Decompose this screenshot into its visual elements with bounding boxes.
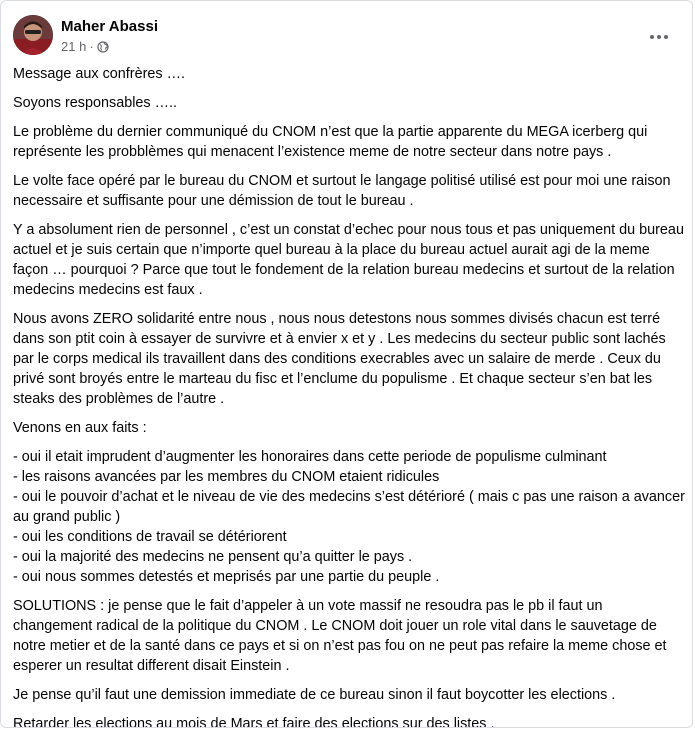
author-name[interactable]: Maher Abassi: [61, 18, 158, 35]
post-time[interactable]: 21 h: [61, 39, 87, 54]
list-item: - oui nous sommes detestés et meprisés par une partie du peuple .: [13, 569, 440, 585]
paragraph-facts-intro: Venons en aux faits :: [13, 420, 147, 436]
paragraph-personal: Y a absolument rien de personnel , c’est un constat d’echec pour nous tous et pas uniquement du bureau actuel et je suis certain que n’importe quel bureau à la place du bureau actuel aurait agi de la meme façon … pourquoi ? Parce que tout le fondement de la relation bureau medecins et surtout de la relation medecins medecins est faux .: [13, 222, 684, 298]
avatar-image: [13, 15, 53, 55]
paragraph-delay: Retarder les elections au mois de Mars et faire des elections sur des listes .: [13, 716, 495, 728]
paragraph-resignation: Je pense qu’il faut une demission immediate de ce bureau sinon il faut boycotter les elections .: [13, 687, 616, 703]
paragraph-solutions: SOLUTIONS : je pense que le fait d’appeler à un vote massif ne resoudra pas le pb il faut un changement radical de la politique du CNOM . Le CNOM doit jouer un role vital dans le sauvetage de notre metier et de la santé dans ce pays et si on n’est pas fou on ne peut pas refaire la meme chose et esperer un resultat different disait Einstein .: [13, 598, 667, 674]
meta-separator: ·: [89, 39, 94, 54]
list-item: - oui le pouvoir d’achat et le niveau de vie des medecins s’est détérioré ( mais c pas une raison a avancer au grand public ): [13, 489, 685, 525]
paragraph-solidarity: Nous avons ZERO solidarité entre nous , nous nous detestons nous sommes divisés chacun est terré dans son ptit coin à essayer de survivre et à envier x et y . Les medecins du secteur public sont lachés par le corps medical ils travaillent dans des conditions execrables avec un salaire de merde . Ceux du privé sont broyés entre le marteau du fisc et l’enclume du populisme . Et chaque secteur s’en bat les steaks des problèmes de l’autre .: [13, 311, 666, 407]
paragraph-problem: Le problème du dernier communiqué du CNOM n’est que la partie apparente du MEGA icerberg qui représente les probblèmes qui menacent l’existence meme de notre secteur dans notre pays .: [13, 124, 648, 160]
post-options-button[interactable]: [643, 21, 675, 53]
list-item: - oui la majorité des medecins ne pensent qu’a quitter le pays .: [13, 549, 413, 565]
avatar[interactable]: [13, 15, 53, 55]
globe-icon: [97, 41, 109, 53]
list-item: - oui les conditions de travail se détériorent: [13, 529, 287, 545]
list-item: - les raisons avancées par les membres du CNOM etaient ridicules: [13, 469, 440, 485]
paragraph-greeting: Message aux confrères ….: [13, 66, 185, 82]
post-meta: [61, 39, 109, 54]
paragraph-call: Soyons responsables …..: [13, 95, 177, 111]
list-item: - oui il etait imprudent d’augmenter les honoraires dans cette periode de populisme culminant: [13, 449, 607, 465]
post-body: [13, 64, 685, 728]
facts-list: [13, 447, 685, 587]
more-horizontal-icon: [649, 34, 669, 40]
post-header: [13, 15, 683, 59]
paragraph-volte-face: Le volte face opéré par le bureau du CNOM et surtout le langage politisé utilisé est pour moi une raison necessaire et suffisante pour une démission de tout le bureau .: [13, 173, 671, 209]
